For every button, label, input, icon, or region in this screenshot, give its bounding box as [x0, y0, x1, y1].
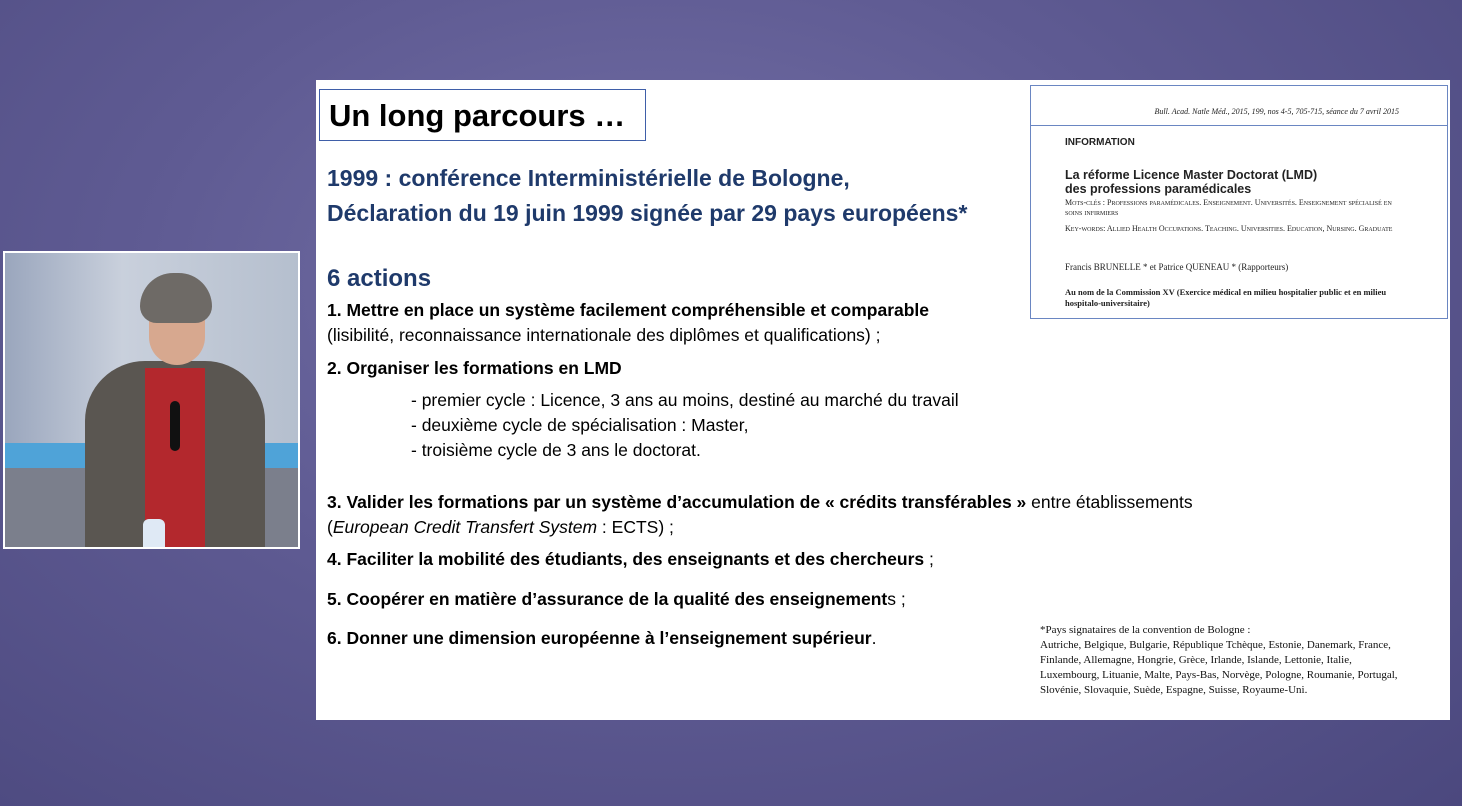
action-2-sub-1: - premier cycle : Licence, 3 ans au moins, destiné au marché du travail — [411, 390, 959, 410]
footnote — [1040, 623, 1410, 698]
article-title — [1065, 168, 1317, 196]
action-3-detail-italic: European Credit Transfert System — [332, 517, 598, 537]
article-authors: Francis BRUNELLE * et Patrice QUENEAU * (Rapporteurs) — [1065, 262, 1289, 272]
article-mots-cles: Mots-clés : Professions paramédicales. Enseignement. Universités. Enseignement spécialisé en soins infirmiers — [1065, 198, 1392, 217]
action-1-title: 1. Mettre en place un système facilement compréhensible et comparable — [327, 300, 930, 320]
action-2-sub-3: - troisième cycle de 3 ans le doctorat. — [411, 440, 701, 460]
action-6-rest: . — [871, 628, 877, 648]
action-3-detail-open: ( — [327, 517, 333, 537]
article-excerpt — [1030, 85, 1448, 319]
action-5-title: 5. Coopérer en matière d’assurance de la qualité des enseignement — [327, 589, 888, 609]
action-2-sub-2: - deuxième cycle de spécialisation : Master, — [411, 415, 749, 435]
slide-title: Un long parcours … — [329, 98, 626, 133]
water-bottle — [143, 519, 165, 549]
footnote-heading: *Pays signataires de la convention de Bologne : — [1040, 624, 1251, 636]
article-key-words: Key-words: Allied Health Occupations. Teaching. Universities. Education, Nursing. Graduate — [1065, 224, 1393, 233]
article-title-line-2: des professions paramédicales — [1065, 182, 1252, 196]
article-header-bar — [1031, 86, 1447, 126]
footnote-countries: Autriche, Belgique, Bulgarie, République Tchèque, Estonie, Danemark, France, Finlande, Allemagne, Hongrie, Grèce, Irlande, Islande, Lettonie, Italie, Luxembourg, Lituanie, Malte, Pays-Bas, Norvège, Pologne, Roumanie, Portugal, Slovénie, Slovaquie, Suède, Espagne, Suisse, Royaume-Uni. — [1040, 639, 1398, 696]
action-2-title: 2. Organiser les formations en LMD — [327, 358, 622, 378]
article-section: INFORMATION — [1065, 137, 1135, 148]
article-commission: Au nom de la Commission XV (Exercice médical en milieu hospitalier public et en milieu hospitalo-universitaire) — [1065, 287, 1387, 308]
action-3-detail-close: : ECTS) ; — [597, 517, 674, 537]
action-6-line — [327, 628, 876, 649]
action-6-title: 6. Donner une dimension européenne à l’enseignement supérieur — [327, 628, 872, 648]
article-citation: Bull. Acad. Natle Méd., 2015, 199, nos 4-5, 705-715, séance du 7 avril 2015 — [1154, 107, 1399, 116]
action-5-line — [327, 589, 906, 610]
lead-line-1: 1999 : conférence Interministérielle de Bologne, — [327, 165, 850, 191]
slide-title-box — [319, 89, 646, 141]
action-1-detail: (lisibilité, reconnaissance internationale des diplômes et qualifications) ; — [327, 325, 881, 345]
lead-line-2: Déclaration du 19 juin 1999 signée par 29 pays européens* — [327, 200, 968, 226]
speaker-video-inset — [3, 251, 300, 549]
speaker-hair — [140, 273, 212, 323]
action-4-line — [327, 549, 934, 570]
action-4-rest: ; — [924, 549, 934, 569]
action-3-title: 3. Valider les formations par un système d’accumulation de « crédits transférables » — [327, 492, 1027, 512]
action-4-title: 4. Faciliter la mobilité des étudiants, des enseignants et des chercheurs — [327, 549, 925, 569]
action-5-rest: s ; — [887, 589, 906, 609]
action-3-rest: entre établissements — [1026, 492, 1193, 512]
action-3-detail — [327, 517, 674, 538]
speaker-figure — [75, 273, 275, 549]
actions-heading: 6 actions — [327, 265, 432, 292]
article-title-line-1: La réforme Licence Master Doctorat (LMD) — [1065, 168, 1318, 182]
presentation-slide — [316, 80, 1450, 720]
microphone-icon — [170, 401, 180, 451]
action-3-line — [327, 492, 1193, 513]
